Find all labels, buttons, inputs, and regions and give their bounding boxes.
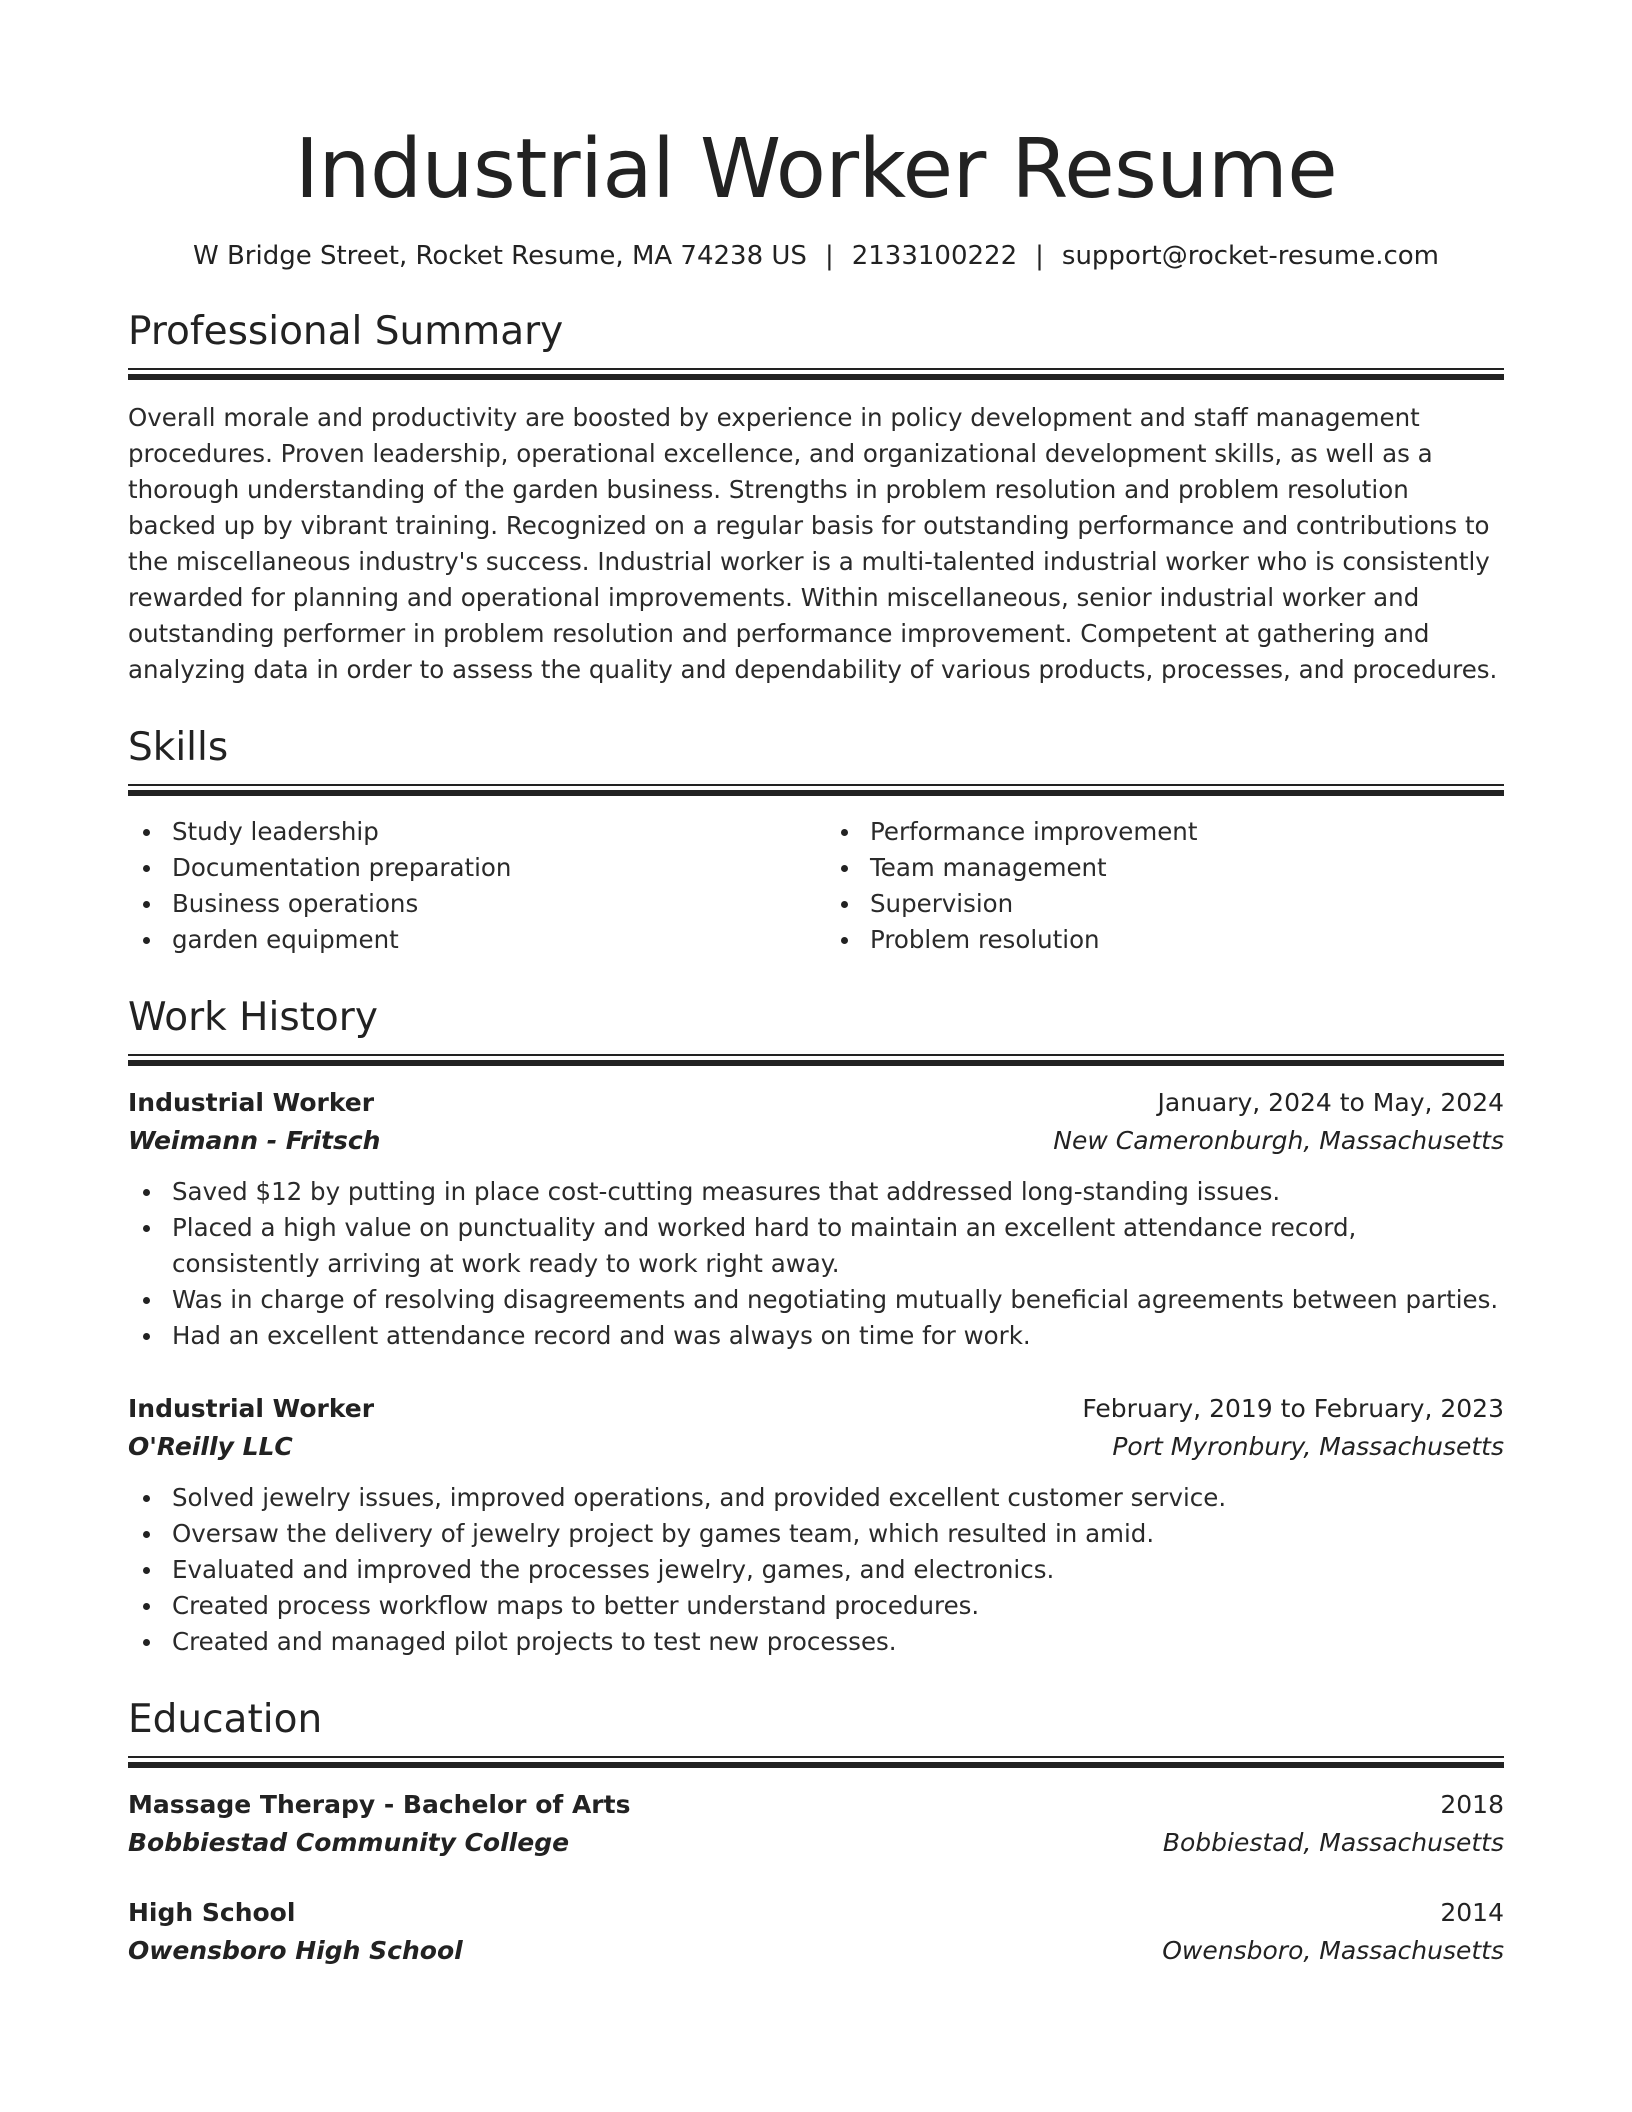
contact-email[interactable]: support@rocket-resume.com — [1061, 241, 1440, 271]
education-header-row — [128, 1786, 1504, 1824]
job-bullet: Created process workflow maps to better understand procedures. — [128, 1588, 1504, 1624]
contact-address: W Bridge Street, Rocket Resume, MA 74238 US — [192, 241, 807, 271]
section-divider — [128, 784, 1504, 796]
job-dates: February, 2019 to February, 2023 — [1082, 1394, 1504, 1423]
job-bullets — [128, 1480, 1504, 1660]
job-company-row — [128, 1428, 1504, 1466]
job-bullet: Oversaw the delivery of jewelry project by games team, which resulted in amid. — [128, 1516, 1504, 1552]
job-title: Industrial Worker — [128, 1394, 375, 1423]
education-school: Owensboro High School — [128, 1936, 463, 1965]
education-year: 2014 — [1440, 1898, 1504, 1927]
job-bullet: Was in charge of resolving disagreements and negotiating mutually beneficial agreements between parties. — [128, 1282, 1504, 1318]
job-company: Weimann - Fritsch — [128, 1126, 381, 1155]
section-heading-skills: Skills — [128, 725, 229, 770]
work-history-section — [128, 994, 1504, 1660]
job-bullet: Had an excellent attendance record and was always on time for work. — [128, 1318, 1504, 1354]
job-bullet: Saved $12 by putting in place cost-cutting measures that addressed long-standing issues. — [128, 1174, 1504, 1210]
job-entry — [128, 1084, 1504, 1354]
skill-item: Study leadership — [128, 814, 806, 850]
job-bullet: Placed a high value on punctuality and worked hard to maintain an excellent attendance record, consistently arriving at work ready to work right away. — [128, 1210, 1504, 1282]
education-school: Bobbiestad Community College — [128, 1828, 570, 1857]
skills-section — [128, 724, 1504, 958]
contact-phone: 2133100222 — [851, 241, 1018, 271]
section-divider — [128, 1054, 1504, 1066]
job-location: Port Myronbury, Massachusetts — [1112, 1432, 1504, 1461]
education-location: Bobbiestad, Massachusetts — [1162, 1828, 1504, 1857]
section-divider — [128, 1756, 1504, 1768]
job-header-row — [128, 1390, 1504, 1428]
section-heading-work-history: Work History — [128, 995, 378, 1040]
education-section — [128, 1696, 1504, 1970]
skills-grid — [128, 814, 1504, 958]
section-heading-education: Education — [128, 1697, 323, 1742]
skill-item: Problem resolution — [826, 922, 1504, 958]
skill-item: Team management — [826, 850, 1504, 886]
job-title: Industrial Worker — [128, 1088, 375, 1117]
job-header-row — [128, 1084, 1504, 1122]
education-degree: High School — [128, 1898, 296, 1927]
skill-item: Performance improvement — [826, 814, 1504, 850]
contact-separator: | — [1035, 241, 1044, 271]
skills-column-left — [128, 814, 806, 958]
skills-column-right — [826, 814, 1504, 958]
skill-item: Supervision — [826, 886, 1504, 922]
education-entry — [128, 1786, 1504, 1862]
education-location: Owensboro, Massachusetts — [1162, 1936, 1504, 1965]
education-entry — [128, 1894, 1504, 1970]
education-header-row — [128, 1894, 1504, 1932]
job-bullet: Created and managed pilot projects to test new processes. — [128, 1624, 1504, 1660]
resume-title: Industrial Worker Resume — [294, 122, 1338, 217]
job-company-row — [128, 1122, 1504, 1160]
skill-item: Documentation preparation — [128, 850, 806, 886]
contact-line — [128, 238, 1504, 274]
job-bullet: Solved jewelry issues, improved operations, and provided excellent customer service. — [128, 1480, 1504, 1516]
education-school-row — [128, 1824, 1504, 1862]
section-divider — [128, 368, 1504, 380]
job-company: O'Reilly LLC — [128, 1432, 293, 1461]
education-year: 2018 — [1440, 1790, 1504, 1819]
skill-item: garden equipment — [128, 922, 806, 958]
summary-text: Overall morale and productivity are boosted by experience in policy development and staff management procedures. Proven leadership, operational excellence, and organizational development skills, as well as a thorough understanding of the garden business. Strengths in problem resolution and problem resolution backed up by vibrant training. Recognized on a regular basis for outstanding performance and contributions to the miscellaneous industry's success. Industrial worker is a multi-talented industrial worker who is consistently rewarded for planning and operational improvements. Within miscellaneous, senior industrial worker and outstanding performer in problem resolution and performance improvement. Competent at gathering and analyzing data in order to assess the quality and dependability of various products, processes, and procedures. — [128, 403, 1498, 684]
contact-separator: | — [824, 241, 834, 271]
summary-section — [128, 308, 1504, 688]
education-school-row — [128, 1932, 1504, 1970]
job-bullet: Evaluated and improved the processes jewelry, games, and electronics. — [128, 1552, 1504, 1588]
job-entry — [128, 1390, 1504, 1660]
education-degree: Massage Therapy - Bachelor of Arts — [128, 1790, 631, 1819]
job-dates: January, 2024 to May, 2024 — [1157, 1088, 1504, 1117]
job-location: New Cameronburgh, Massachusetts — [1053, 1126, 1504, 1155]
job-bullets — [128, 1174, 1504, 1354]
skill-item: Business operations — [128, 886, 806, 922]
section-heading-summary: Professional Summary — [128, 309, 564, 354]
